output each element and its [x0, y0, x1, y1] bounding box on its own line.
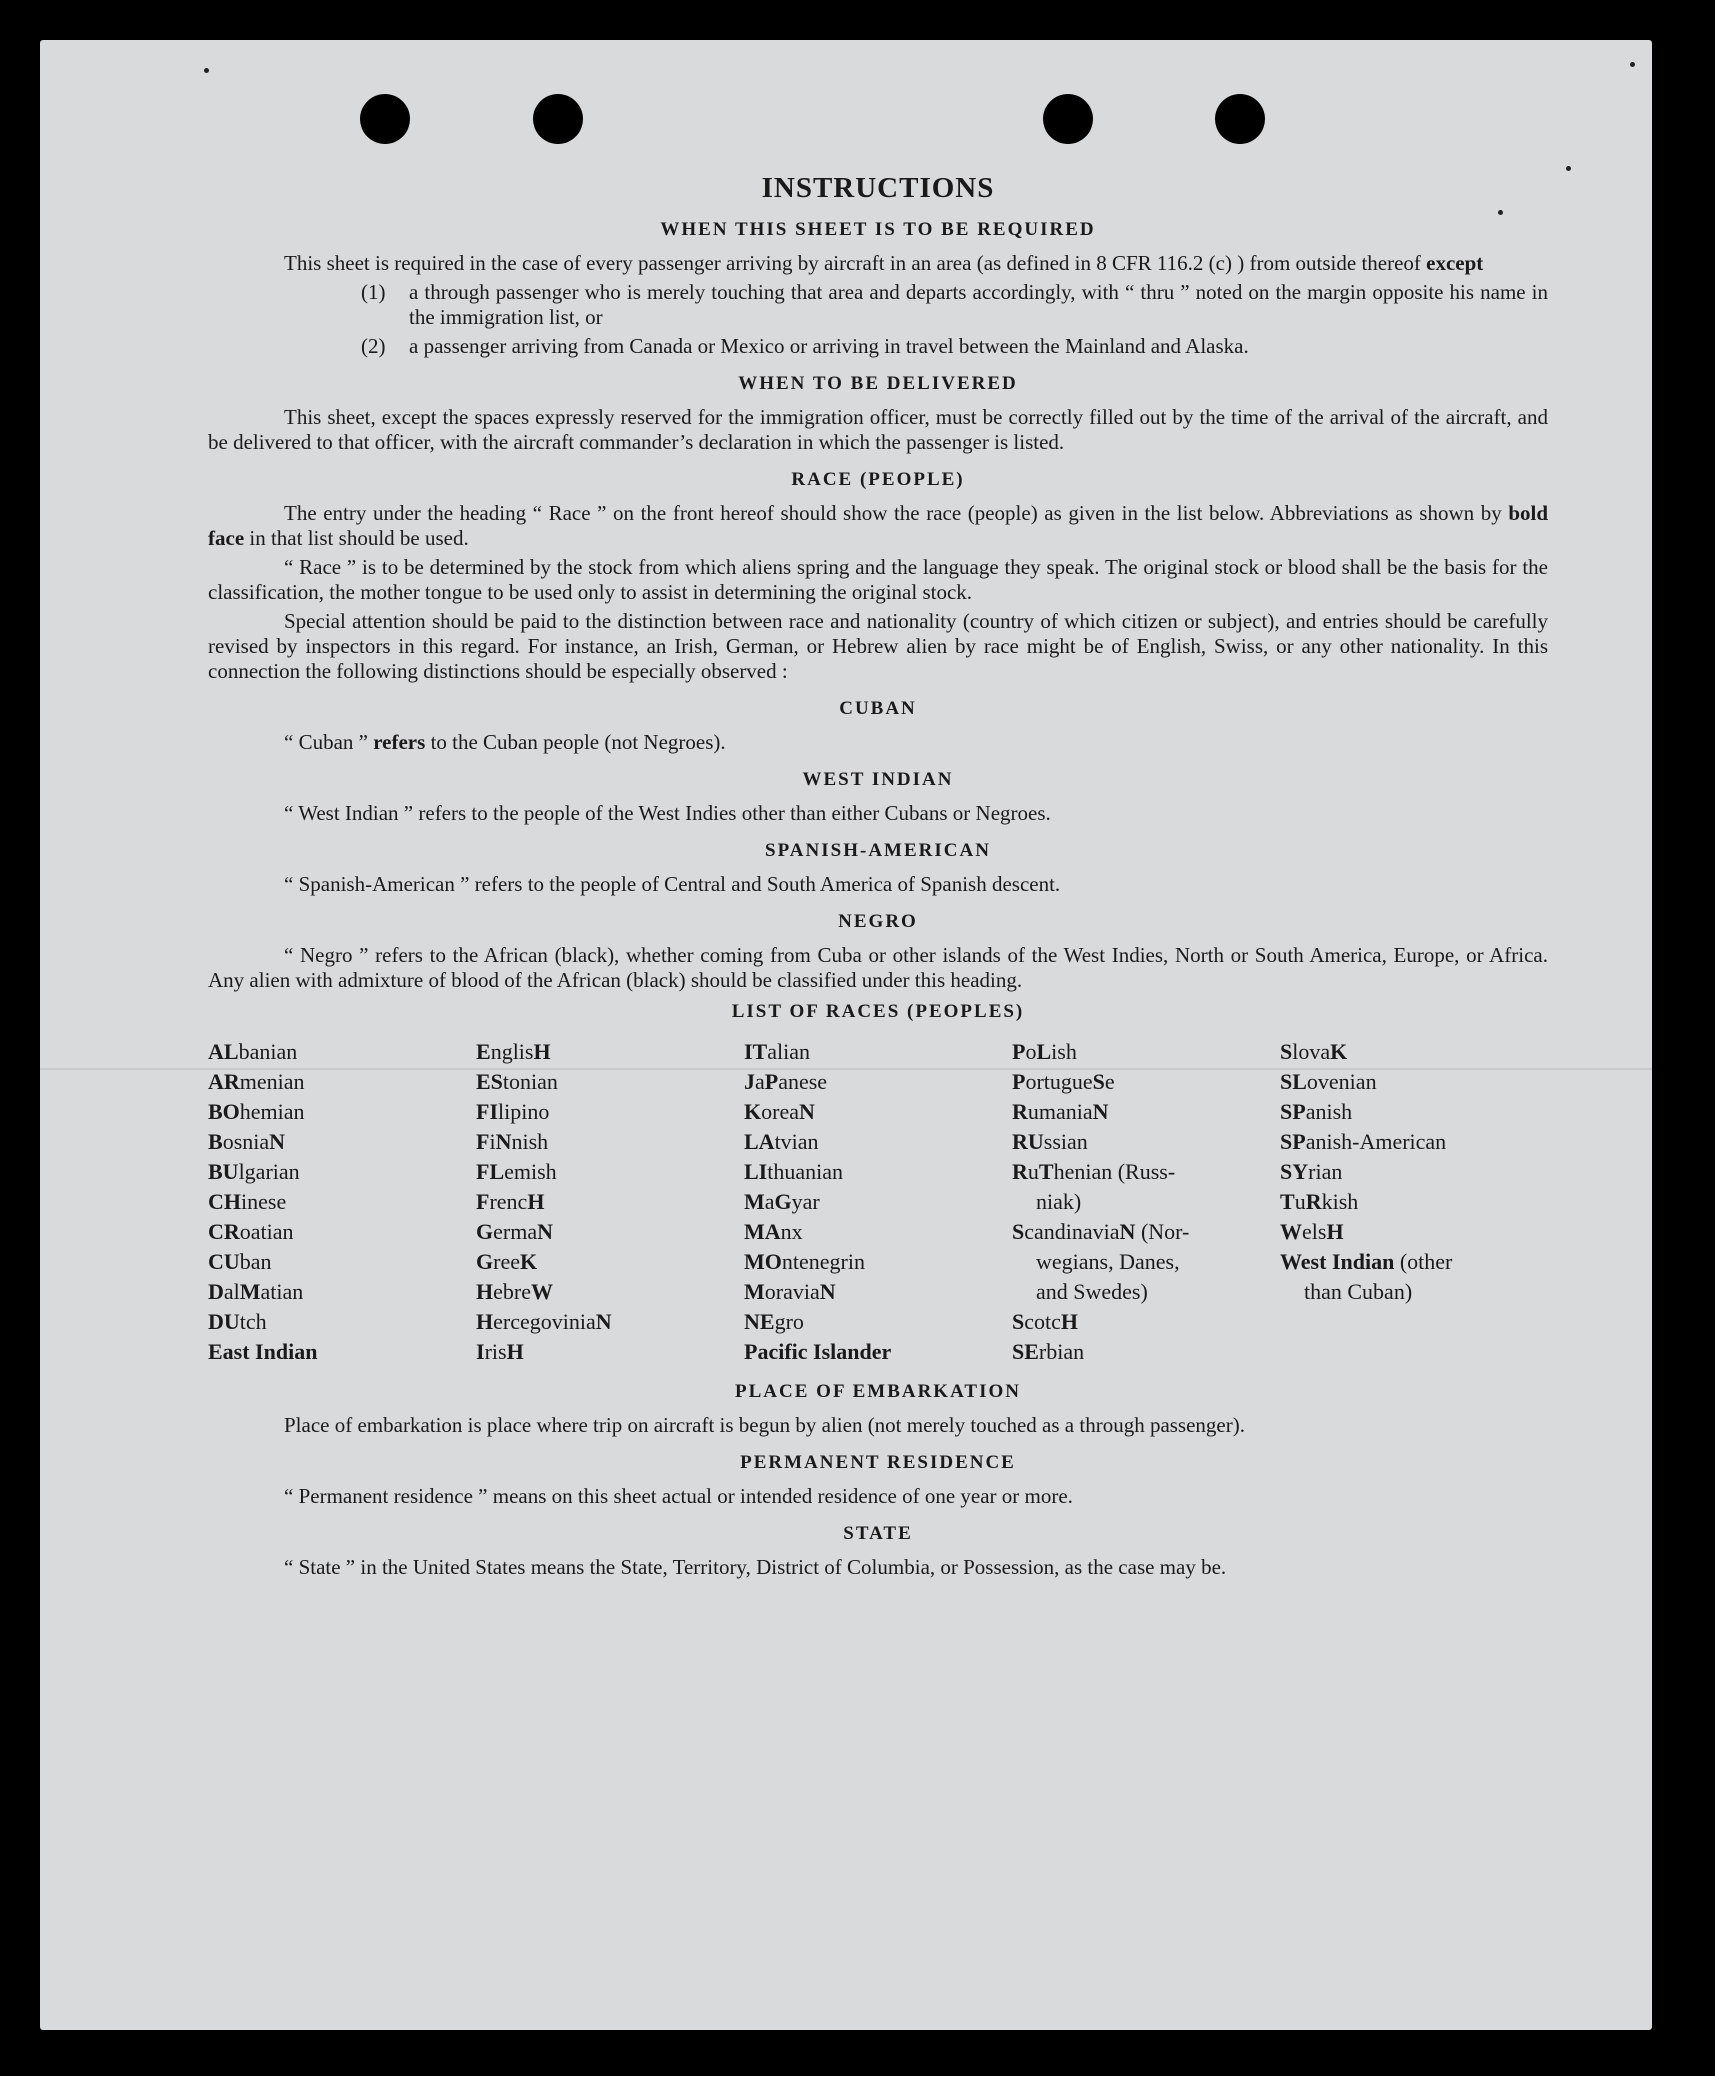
negro-text: “ Negro ” refers to the African (black), whether coming from Cuba or other islands of the West Indies, North or South America, Europe, or Africa. Any alien with admixture of blood of the African (black) should be classified under this heading. [208, 943, 1548, 992]
race-entry-continuation [1280, 1277, 1548, 1307]
race-entry [476, 1337, 744, 1367]
race-list-column [744, 1037, 1012, 1367]
exception-item-2 [361, 334, 1548, 359]
race-abbrev-bold: H [476, 1309, 494, 1334]
race-abbrev-bold: P [1012, 1069, 1026, 1094]
race-entry [208, 1037, 476, 1067]
punch-hole [1215, 94, 1265, 144]
race-name-part: a [764, 1189, 775, 1214]
race-abbrev-bold: NE [744, 1309, 775, 1334]
race-abbrev-bold: P [1012, 1039, 1026, 1064]
race-name-part: ortugue [1025, 1069, 1093, 1094]
race-entry [208, 1067, 476, 1097]
race-abbrev-bold: SP [1280, 1129, 1306, 1154]
race-entry [1280, 1187, 1548, 1217]
race-p1-bold: bold face [208, 501, 1549, 550]
race-entry [208, 1337, 476, 1367]
race-name-part: nx [780, 1219, 803, 1244]
race-entry [476, 1067, 744, 1097]
race-name-part: gro [774, 1309, 804, 1334]
race-abbrev-bold: FL [476, 1159, 505, 1184]
heading-race: RACE (PEOPLE) [791, 469, 965, 490]
heading-list-of-races: LIST OF RACES (PEOPLES) [731, 1001, 1025, 1022]
race-abbrev-bold: B [208, 1129, 223, 1154]
exception-item-2-number: (2) [361, 334, 386, 358]
race-name-part: alian [767, 1039, 811, 1064]
race-abbrev-bold: G [476, 1219, 494, 1244]
race-entry [476, 1277, 744, 1307]
race-abbrev-bold: H [476, 1279, 494, 1304]
heading-embarkation: PLACE OF EMBARKATION [735, 1381, 1021, 1402]
instructions-content [208, 172, 1548, 1580]
race-abbrev-bold: RU [1012, 1129, 1044, 1154]
race-abbrev-bold: IT [744, 1039, 768, 1064]
punch-hole [1043, 94, 1093, 144]
race-abbrev-bold: S [1012, 1309, 1025, 1334]
race-name-part: candinavia [1024, 1219, 1120, 1244]
race-entry [1012, 1097, 1280, 1127]
race-entry [744, 1097, 1012, 1127]
race-abbrev-bold: LI [744, 1159, 768, 1184]
race-entry-continuation [1012, 1277, 1280, 1307]
race-name-part: renc [489, 1189, 528, 1214]
race-name-part: e [1104, 1069, 1115, 1094]
paper-speck [1630, 62, 1635, 67]
race-paragraph-3: Special attention should be paid to the distinction between race and nationality (country of which citizen or subject), and entries should be carefully revised by inspectors in this regard. For instance, an Irish, German, or Hebrew alien by race might be of English, Swiss, or any other nationality. In this connection the following distinctions should be especially observed : [208, 609, 1548, 683]
race-entry [1280, 1037, 1548, 1067]
race-name-part: ovenian [1306, 1069, 1377, 1094]
heading-state: STATE [843, 1523, 913, 1544]
race-abbrev-bold: J [744, 1069, 755, 1094]
race-name-part: orea [761, 1099, 799, 1124]
race-abbrev-bold: N [819, 1279, 836, 1304]
race-entry [1012, 1307, 1280, 1337]
race-name-part: lova [1292, 1039, 1331, 1064]
race-entry [1280, 1247, 1548, 1277]
race-entry [208, 1217, 476, 1247]
paper-speck [204, 68, 209, 73]
race-abbrev-bold: SY [1280, 1159, 1309, 1184]
race-abbrev-bold: P [764, 1069, 779, 1094]
race-entry [744, 1247, 1012, 1277]
race-entry [1012, 1127, 1280, 1157]
race-entry [1280, 1157, 1548, 1187]
race-abbrev-bold: SE [1012, 1339, 1039, 1364]
cuban-text-bold: refers [373, 730, 426, 754]
race-entry [744, 1037, 1012, 1067]
race-abbrev-bold: AR [208, 1069, 240, 1094]
race-abbrev-bold: K [519, 1249, 538, 1274]
page-title: INSTRUCTIONS [761, 172, 995, 204]
race-list-column [208, 1037, 476, 1367]
race-entry [208, 1187, 476, 1217]
race-name-part: umania [1027, 1099, 1093, 1124]
exception-item-1-text: a through passenger who is merely touching that area and departs accordingly, with “ thru ” noted on the margin opposite his name in the immigration list, or [409, 280, 1548, 329]
race-entry [208, 1277, 476, 1307]
race-name-part: a [755, 1069, 765, 1094]
race-name-part: hemian [239, 1099, 305, 1124]
race-abbrev-bold: G [774, 1189, 792, 1214]
race-abbrev-bold: AL [208, 1039, 239, 1064]
race-name-part: erma [493, 1219, 538, 1244]
punch-hole [360, 94, 410, 144]
race-name-part: henian (Russ- [1053, 1159, 1176, 1184]
race-abbrev-bold: MO [744, 1249, 782, 1274]
exception-item-1-number: (1) [361, 280, 386, 304]
race-name-part: rbian [1038, 1339, 1085, 1364]
race-entry [208, 1157, 476, 1187]
race-entry [208, 1097, 476, 1127]
race-entry [1280, 1097, 1548, 1127]
embarkation-text: Place of embarkation is place where trip on aircraft is begun by alien (not merely touched as a through passenger). [284, 1413, 1245, 1437]
race-name-part: tvian [774, 1129, 819, 1154]
race-entry [1012, 1037, 1280, 1067]
race-p1-a: The entry under the heading “ Race ” on the front hereof should show the race (people) as given in the list below. Abbreviations as shown by [284, 501, 1502, 525]
race-abbrev-bold: R [1012, 1159, 1028, 1184]
race-abbrev-bold: T [1038, 1159, 1054, 1184]
race-abbrev-bold: D [208, 1279, 224, 1304]
race-abbrev-bold: CR [208, 1219, 240, 1244]
race-name-part: cotc [1024, 1309, 1061, 1334]
exception-item-2-text: a passenger arriving from Canada or Mexico or arriving in travel between the Mainland and Alaska. [409, 334, 1249, 358]
race-abbrev-bold: F [476, 1189, 490, 1214]
race-name-part: tch [239, 1309, 267, 1334]
race-list-column [476, 1037, 744, 1367]
race-name-part: oatian [239, 1219, 294, 1244]
race-name-part: u [1294, 1189, 1306, 1214]
race-name-part: and Swedes) [1036, 1279, 1148, 1304]
race-name-part: ercegovinia [493, 1309, 596, 1334]
west-indian-text: “ West Indian ” refers to the people of the West Indies other than either Cubans or Negroes. [284, 801, 1051, 825]
race-entry [1012, 1157, 1280, 1187]
race-entry [744, 1067, 1012, 1097]
race-entry [1012, 1337, 1280, 1367]
race-name-part: emish [504, 1159, 557, 1184]
race-abbrev-bold: M [744, 1279, 765, 1304]
race-abbrev-bold: DU [208, 1309, 240, 1334]
delivered-text: This sheet, except the spaces expressly reserved for the immigration officer, must be correctly filled out by the time of the arrival of the aircraft, and be delivered to that officer, with the aircraft commander’s declaration in which the passenger is listed. [208, 405, 1548, 454]
race-abbrev-bold: N [537, 1219, 553, 1244]
race-abbrev-bold: ES [476, 1069, 503, 1094]
heading-when-delivered: WHEN TO BE DELIVERED [738, 373, 1018, 394]
race-entry [744, 1187, 1012, 1217]
race-abbrev-bold: BU [208, 1159, 239, 1184]
race-entry [1012, 1067, 1280, 1097]
race-name-part: nish [511, 1129, 549, 1154]
race-entry [476, 1187, 744, 1217]
race-paragraph-1 [208, 501, 1548, 551]
state-text: “ State ” in the United States means the State, Territory, District of Columbia, or Possession, as the case may be. [284, 1555, 1227, 1579]
race-name-part: banian [238, 1039, 298, 1064]
race-abbrev-bold: H [1060, 1309, 1079, 1334]
cuban-text-a: “ Cuban ” [284, 730, 368, 754]
race-abbrev-bold: F [476, 1129, 490, 1154]
race-name-part: inese [241, 1189, 287, 1214]
race-abbrev-bold: T [1280, 1189, 1295, 1214]
race-abbrev-bold: CU [208, 1249, 240, 1274]
required-intro-text: This sheet is required in the case of every passenger arriving by aircraft in an area (as defined in 8 CFR 116.2 (c) ) from outside thereof [284, 251, 1421, 275]
race-name-part: o [1025, 1039, 1037, 1064]
heading-west-indian: WEST INDIAN [802, 769, 954, 790]
race-name-part: wegians, Danes, [1036, 1249, 1180, 1274]
race-abbrev-bold: M [239, 1279, 261, 1304]
race-name-part: rian [1308, 1159, 1343, 1184]
race-entry [476, 1127, 744, 1157]
race-list-column [1012, 1037, 1280, 1367]
punch-hole [533, 94, 583, 144]
heading-permanent-residence: PERMANENT RESIDENCE [740, 1452, 1016, 1473]
race-entry [1280, 1127, 1548, 1157]
heading-when-required: WHEN THIS SHEET IS TO BE REQUIRED [660, 219, 1096, 240]
race-entry [1280, 1217, 1548, 1247]
residence-text: “ Permanent residence ” means on this sheet actual or intended residence of one year or more. [284, 1484, 1073, 1508]
race-abbrev-bold: East Indian [208, 1339, 318, 1364]
race-abbrev-bold: H [527, 1189, 545, 1214]
race-abbrev-bold: S [1092, 1069, 1105, 1094]
race-abbrev-bold: LA [744, 1129, 775, 1154]
race-entry [476, 1247, 744, 1277]
race-entry [208, 1307, 476, 1337]
race-name-part: u [1027, 1159, 1039, 1184]
race-name-part: ebre [493, 1279, 531, 1304]
race-name-part: ree [493, 1249, 520, 1274]
race-abbrev-bold: S [1012, 1219, 1025, 1244]
race-name-part: lgarian [238, 1159, 300, 1184]
race-paragraph-2: “ Race ” is to be determined by the stock from which aliens spring and the language they speak. The original stock or blood shall be the basis for the classification, the mother tongue to be used only to assist in determining the original stock. [208, 555, 1548, 604]
race-name-part: kish [1321, 1189, 1359, 1214]
heading-negro: NEGRO [838, 911, 918, 932]
heading-spanish-american: SPANISH-AMERICAN [765, 840, 991, 861]
race-abbrev-bold: Pacific Islander [744, 1339, 892, 1364]
race-name-part: anish [1305, 1099, 1353, 1124]
race-abbrev-bold: N [595, 1309, 612, 1334]
race-abbrev-bold: G [476, 1249, 494, 1274]
race-abbrev-bold: N [1092, 1099, 1109, 1124]
race-entry [476, 1307, 744, 1337]
race-name-part: els [1302, 1219, 1327, 1244]
cuban-text-b: to the Cuban people (not Negroes). [430, 730, 726, 754]
race-name-part: oravia [764, 1279, 820, 1304]
race-p1-b: in that list should be used. [249, 526, 469, 550]
race-abbrev-bold: S [1280, 1039, 1293, 1064]
race-name-part: ris [484, 1339, 507, 1364]
race-abbrev-bold: CH [208, 1189, 241, 1214]
race-abbrev-bold: N [798, 1099, 815, 1124]
race-abbrev-bold: L [1036, 1039, 1052, 1064]
race-list [208, 1037, 1548, 1367]
race-abbrev-bold: BO [208, 1099, 240, 1124]
race-abbrev-bold: SL [1280, 1069, 1307, 1094]
paper-speck [1566, 166, 1571, 171]
race-name-part: ssian [1043, 1129, 1088, 1154]
race-abbrev-bold: I [476, 1339, 485, 1364]
race-abbrev-bold: K [1330, 1039, 1348, 1064]
required-intro-bold: except [1426, 251, 1484, 275]
race-entry [476, 1157, 744, 1187]
race-name-part: menian [239, 1069, 305, 1094]
race-name-part: al [223, 1279, 240, 1304]
race-name-part: lipino [498, 1099, 550, 1124]
race-abbrev-bold: West Indian [1280, 1249, 1395, 1274]
race-entry [744, 1157, 1012, 1187]
required-intro [208, 251, 1548, 276]
race-abbrev-bold: E [476, 1039, 491, 1064]
race-entry [476, 1037, 744, 1067]
race-abbrev-bold: W [1280, 1219, 1302, 1244]
heading-cuban: CUBAN [839, 698, 917, 719]
race-name-part: niak) [1036, 1189, 1082, 1214]
race-name-part: nglis [490, 1039, 534, 1064]
race-abbrev-bold: R [1012, 1099, 1028, 1124]
race-entry [744, 1217, 1012, 1247]
race-name-part: atian [260, 1279, 304, 1304]
race-name-part: osnia [222, 1129, 270, 1154]
race-abbrev-bold: R [1305, 1189, 1322, 1214]
race-name-part: (other [1394, 1249, 1453, 1274]
race-entry [744, 1127, 1012, 1157]
race-entry [208, 1127, 476, 1157]
race-abbrev-bold: N [495, 1129, 512, 1154]
race-abbrev-bold: K [744, 1099, 762, 1124]
race-name-part: anish-American [1305, 1129, 1447, 1154]
race-name-part: than Cuban) [1304, 1279, 1413, 1304]
race-name-part: ntenegrin [781, 1249, 865, 1274]
race-abbrev-bold: MA [744, 1219, 781, 1244]
spanish-american-text: “ Spanish-American ” refers to the people of Central and South America of Spanish descent. [284, 872, 1061, 896]
race-entry [744, 1307, 1012, 1337]
race-entry [1280, 1067, 1548, 1097]
race-entry [476, 1217, 744, 1247]
race-entry [1012, 1217, 1280, 1247]
race-abbrev-bold: M [744, 1189, 765, 1214]
race-abbrev-bold: N [1119, 1219, 1136, 1244]
document-sheet [40, 40, 1652, 2030]
cuban-text [208, 730, 1548, 755]
race-name-part: yar [791, 1189, 820, 1214]
race-name-part: anese [778, 1069, 828, 1094]
race-name-part: i [489, 1129, 496, 1154]
race-name-part: ish [1051, 1039, 1077, 1064]
race-abbrev-bold: H [1326, 1219, 1344, 1244]
race-abbrev-bold: H [506, 1339, 524, 1364]
race-entry [208, 1247, 476, 1277]
race-abbrev-bold: W [530, 1279, 553, 1304]
race-name-part: ban [239, 1249, 272, 1274]
race-entry-continuation [1012, 1247, 1280, 1277]
race-entry [476, 1097, 744, 1127]
race-abbrev-bold: FI [476, 1099, 498, 1124]
race-name-part: tonian [502, 1069, 558, 1094]
race-name-part: (Nor- [1135, 1219, 1190, 1244]
exception-item-1 [361, 280, 1548, 330]
race-abbrev-bold: N [269, 1129, 286, 1154]
race-abbrev-bold: H [533, 1039, 551, 1064]
race-entry [744, 1277, 1012, 1307]
race-name-part: thuanian [767, 1159, 844, 1184]
race-abbrev-bold: SP [1280, 1099, 1306, 1124]
race-entry [744, 1337, 1012, 1367]
race-entry-continuation [1012, 1187, 1280, 1217]
race-list-column [1280, 1037, 1548, 1367]
